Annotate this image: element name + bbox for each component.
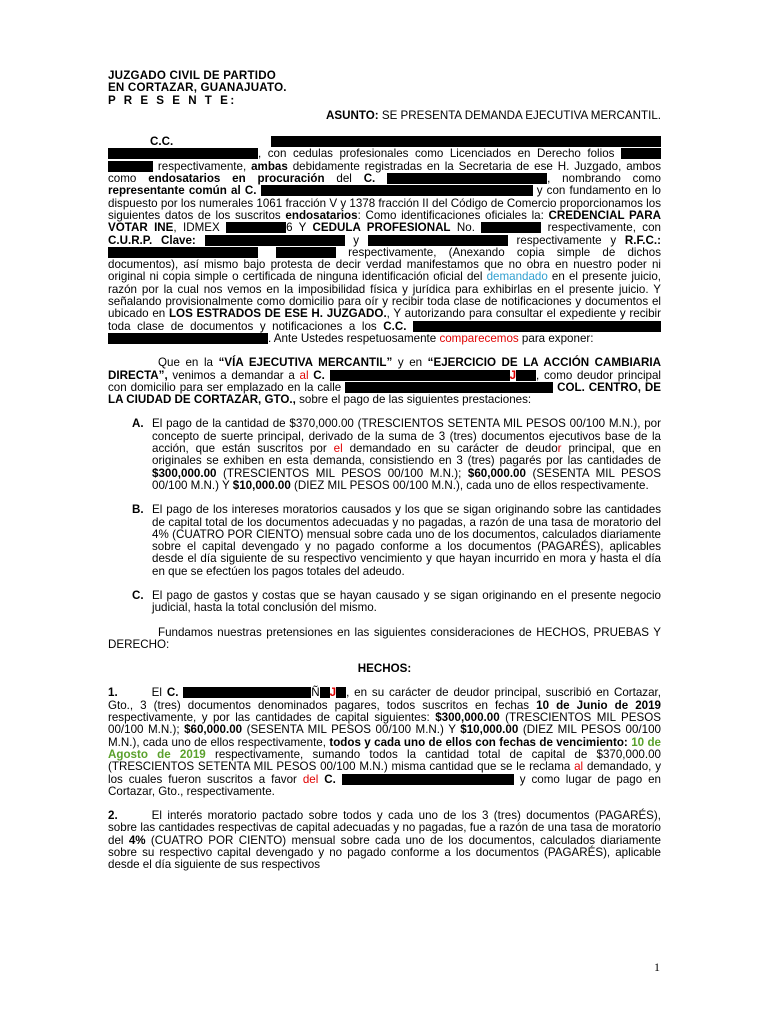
header-line-2: EN CORTAZAR, GUANAJUATO. — [108, 81, 287, 95]
redaction-block — [330, 370, 510, 381]
fundamos-paragraph: Fundamos nuestras pretensiones en las siguientes consideraciones de HECHOS, PRUEBAS Y DERECHO: — [108, 625, 661, 651]
asunto-line — [108, 110, 661, 122]
document-body — [108, 70, 661, 872]
list-item: B. El pago de los intereses moratorios causados y los que se sigan originando sobre las cantidades de capital total de los documentos adecuadas y no pagadas, a razón de una tasa de moratorio del 4% (CUATRO POR CIENTO) mensual sobre cada uno de los documentos, calculados diariamente sobre el capital devengado y no pagado conforme a los documentos (PAGARÉS), aplicables desde el día siguiente de su respectivo vencimiento y que hayan incurrido en mora y hasta el día en que se efectúen los pagos totales del adeudo. — [132, 503, 661, 578]
redaction-block — [342, 774, 514, 785]
redaction-block — [481, 222, 541, 233]
redaction-block — [261, 185, 533, 196]
redaction-block — [108, 161, 153, 172]
redaction-block — [205, 235, 345, 246]
page-number: 1 — [654, 960, 660, 974]
asunto-text: SE PRESENTA DEMANDA EJECUTIVA MERCANTIL. — [378, 108, 661, 122]
redaction-block — [276, 247, 336, 258]
list-item: A. El pago de la cantidad de $370,000.00 (TRESCIENTOS SETENTA MIL PESOS 00/100 M.N.), por concepto de suerte principal, derivado de la suma de 3 (tres) documentos ejecutivos base de la acción, que están suscritos por el demandado en su carácter de deudor principal, que en originales se exhiben en esta demanda, consistiendo en 3 (tres) pagarés por las cantidades de $300,000.00 (TRESCIENTOS MIL PESOS 00/100 M.N.); $60,000.00 (SESENTA MIL PESOS 00/100 M.N.) Y $10,000.00 (DIEZ MIL PESOS 00/100 M.N.), cada uno de ellos respectivamente. — [132, 417, 661, 492]
header-line-1: JUZGADO CIVIL DE PARTIDO — [108, 69, 276, 82]
redaction-block — [108, 148, 258, 159]
hechos-heading: HECHOS: — [357, 662, 412, 676]
list-item: C. El pago de gastos y costas que se hayan causado y se sigan originando en el presente negocio judicial, hasta la total conclusión del mismo. — [132, 588, 661, 615]
redaction-block — [345, 382, 553, 393]
via-paragraph: Que en la “VÍA EJECUTIVA MERCANTIL” y en “EJERCICIO DE LA ACCIÓN CAMBIARIA DIRECTA”, venimos a demandar a al C. J , como deudor principal con domicilio para ser emplazado en la calle COL. CENTRO, DE LA CIUDAD DE CORTAZAR, GTO., sobre el pago de las siguientes prestaciones: — [108, 356, 662, 407]
hecho-2-paragraph: 2. El interés moratorio pactado sobre todos y cada uno de los 3 (tres) documentos (PAGARÉS), sobre las cantidades respectivas de capital adecuadas y no pagadas, fue a razón de una tasa de moratorio del 4% (CUATRO POR CIENTO) mensual sobre cada uno de los documentos, calculados diariamente sobre su respectivo capital devengado y no pagado conforme a los documentos (PAGARÉS), aplicable desde el día siguiente de sus respectivos — [108, 809, 661, 872]
redaction-block — [183, 687, 311, 698]
redaction-block — [320, 687, 330, 698]
redaction-block — [271, 136, 661, 147]
redaction-block — [413, 321, 661, 332]
redaction-block — [387, 173, 547, 184]
redaction-block — [108, 333, 268, 344]
asunto-label: ASUNTO: — [326, 108, 379, 122]
redaction-block — [516, 370, 536, 381]
redaction-block — [108, 247, 258, 258]
header-line-3: P R E S E N T E: — [108, 93, 237, 107]
redaction-block — [368, 235, 508, 246]
intro-paragraph: C.C. , con cedulas profesionales como Licenciados en Derecho folios respectivamente, ambas debidamente registradas en la Secretaria de ese H. Juzgado, ambos como endosatarios en procuración del C. , nombrando como representante común al C. y con fundamento en lo dispuesto por los numerales 1061 fracción V y 1378 fracción II del Código de Comercio proporcionamos los siguientes datos de los suscritos endosatarios: Como identificaciones oficiales la: CREDENCIAL PARA VOTAR INE, IDMEX 6 Y CEDULA PROFESIONAL No. respectivamente, con C.U.R.P. Clave: y respectivamente y R.F.C.: respectivamente, (Anexando copia simple de dichos documentos), así mismo bajo protesta de decir verdad manifestamos que no obra en nuestro poder ni original ni copia simple o certificada de ninguna identificación oficial del demandado en el presente juicio, razón por la cual nos vemos en la imposibilidad física y jurídica para exhibirlas en el presente juicio. Y señalando provisionalmente como domicilio para oír y recibir toda clase de notificaciones y documentos el ubicado en LOS ESTRADOS DE ESE H. JUZGADO., Y autorizando para consultar el expediente y recibir toda clase de documentos y notificaciones a los C.C. . Ante Ustedes respetuosamente comparecemos para exponer: — [108, 135, 662, 345]
redaction-block — [621, 148, 661, 159]
prestaciones-list — [128, 418, 661, 614]
redaction-block — [226, 222, 286, 233]
redaction-block — [336, 687, 346, 698]
hecho-1-paragraph: 1. El C. Ñ J , en su carácter de deudor principal, suscribió en Cortazar, Gto., 3 (tres) documentos denominados pagares, todos suscritos en fechas 10 de Junio de 2019 respectivamente, y por las cantidades de capital siguientes: $300,000.00 (TRESCIENTOS MIL PESOS 00/100 M.N.); $60,000.00 (SESENTA MIL PESOS 00/100 M.N.) Y $10,000.00 (DIEZ MIL PESOS 00/100 M.N.), cada uno de ellos respectivamente, todos y cada uno de ellos con fechas de vencimiento: 10 de Agosto de 2019 respectivamente, sumando todos la cantidad total de capital de $370,000.00 (TRESCIENTOS SETENTA MIL PESOS 00/100 M.N.) misma cantidad que se le reclama al demandado, y los cuales fueron suscritos a favor del C. y como lugar de pago en Cortazar, Gto., respectivamente. — [108, 686, 662, 798]
court-header — [108, 70, 661, 107]
